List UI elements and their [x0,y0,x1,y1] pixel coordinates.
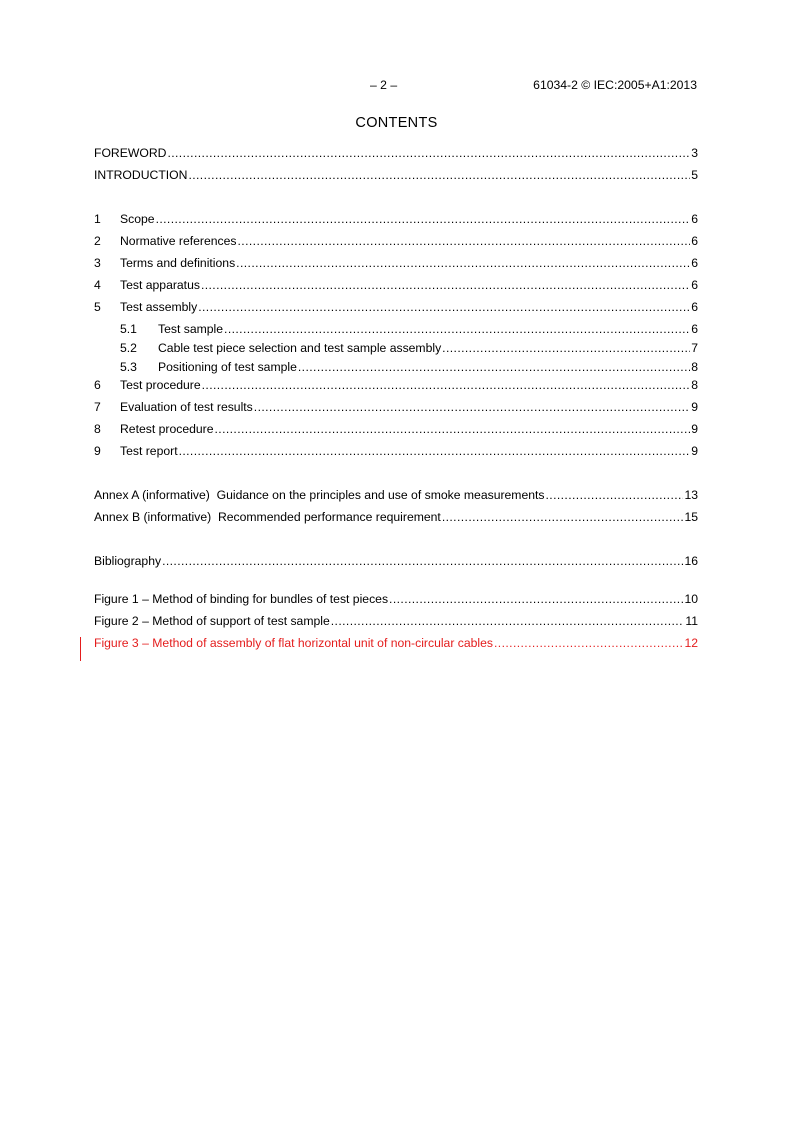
toc-entry-page: 3 [691,146,698,160]
toc-entry-title: Terms and definitions [120,256,236,270]
toc-entry-number: 9 [94,444,101,458]
toc-entry-page: 7 [691,341,698,355]
toc-entry-title: Bibliography [94,554,162,568]
toc-entry-number: 8 [94,422,101,436]
toc-entry-page: 16 [684,554,698,568]
toc-entry-page: 6 [691,278,698,292]
toc-entry-page: 5 [691,168,698,182]
toc-entry-title: Annex A (informative) Guidance on the principles and use of smoke measurements [94,488,545,502]
toc-entry-page: 11 [685,614,698,628]
toc-entry-clause-1[interactable] [94,211,698,227]
toc-entry-clause-5-3[interactable] [120,359,698,375]
dot-leader [238,233,691,249]
toc-entry-number: 6 [94,378,101,392]
dot-leader [215,421,691,437]
toc-entry-page: 8 [691,360,698,374]
dot-leader [298,359,690,375]
toc-entry-clause-2[interactable] [94,233,698,249]
toc-entry-number: 4 [94,278,101,292]
toc-entry-clause-9[interactable] [94,443,698,459]
toc-entry-title: Normative references [120,234,237,248]
toc-entry-number: 1 [94,212,101,226]
toc-entry-clause-7[interactable] [94,399,698,415]
toc-entry-figure-1[interactable] [94,591,698,607]
amendment-change-bar [80,637,81,661]
toc-entry-annex-a[interactable] [94,487,698,503]
toc-entry-bibliography[interactable] [94,553,698,569]
toc-entry-clause-3[interactable] [94,255,698,271]
toc-entry-title: Figure 1 – Method of binding for bundles of test pieces [94,592,389,606]
toc-entry-clause-5-1[interactable] [120,321,698,337]
dot-leader [198,299,690,315]
toc-entry-page: 10 [684,592,698,606]
toc-entry-title: Scope [120,212,155,226]
page-number: – 2 – [370,78,398,92]
toc-entry-page: 6 [691,322,698,336]
dot-leader [494,635,683,651]
toc-entry-page: 6 [691,234,698,248]
toc-entry-title: Test procedure [120,378,201,392]
toc-entry-annex-b[interactable] [94,509,698,525]
toc-entry-number: 5 [94,300,101,314]
toc-entry-number: 3 [94,256,101,270]
toc-entry-title: Test report [120,444,178,458]
dot-leader [389,591,683,607]
dot-leader [442,509,684,525]
toc-entry-page: 9 [691,400,698,414]
toc-entry-title: INTRODUCTION [94,168,188,182]
toc-entry-title: Evaluation of test results [120,400,253,414]
dot-leader [156,211,691,227]
dot-leader [162,553,683,569]
toc-entry-page: 6 [691,256,698,270]
toc-entry-introduction[interactable] [94,167,698,183]
toc-entry-number: 5.2 [120,341,137,355]
toc-entry-page: 13 [684,488,698,502]
toc-entry-number: 5.3 [120,360,137,374]
toc-entry-page: 6 [691,212,698,226]
toc-entry-page: 15 [684,510,698,524]
toc-entry-clause-5-2[interactable] [120,340,698,356]
toc-entry-figure-2[interactable] [94,613,698,629]
dot-leader [331,613,685,629]
dot-leader [201,277,690,293]
dot-leader [202,377,691,393]
dot-leader [236,255,690,271]
toc-entry-title: Annex B (informative) Recommended performance requirement [94,510,441,524]
dot-leader [546,487,684,503]
dot-leader [167,145,690,161]
toc-entry-page: 9 [691,444,698,458]
toc-entry-number: 5.1 [120,322,137,336]
toc-entry-number: 2 [94,234,101,248]
dot-leader [442,340,690,356]
contents-title: CONTENTS [355,115,438,131]
toc-entry-title: Test sample [158,322,224,336]
toc-entry-page: 6 [691,300,698,314]
toc-entry-page: 12 [684,636,698,650]
toc-entry-title: Figure 2 – Method of support of test sample [94,614,330,628]
dot-leader [179,443,691,459]
toc-entry-title: Figure 3 – Method of assembly of flat horizontal unit of non-circular cables [94,636,494,650]
toc-entry-page: 9 [691,422,698,436]
toc-entry-figure-3[interactable] [94,635,698,651]
dot-leader [188,167,690,183]
toc-entry-clause-8[interactable] [94,421,698,437]
toc-entry-foreword[interactable] [94,145,698,161]
toc-entry-title: Positioning of test sample [158,360,297,374]
toc-entry-clause-6[interactable] [94,377,698,393]
toc-entry-title: Retest procedure [120,422,214,436]
dot-leader [254,399,690,415]
toc-entry-title: Test assembly [120,300,198,314]
toc-entry-clause-4[interactable] [94,277,698,293]
toc-entry-clause-5[interactable] [94,299,698,315]
toc-entry-title: Test apparatus [120,278,200,292]
dot-leader [224,321,690,337]
document-reference: 61034-2 © IEC:2005+A1:2013 [533,78,697,92]
toc-entry-page: 8 [691,378,698,392]
toc-entry-title: Cable test piece selection and test sample assembly [158,341,442,355]
toc-entry-number: 7 [94,400,101,414]
toc-entry-title: FOREWORD [94,146,167,160]
